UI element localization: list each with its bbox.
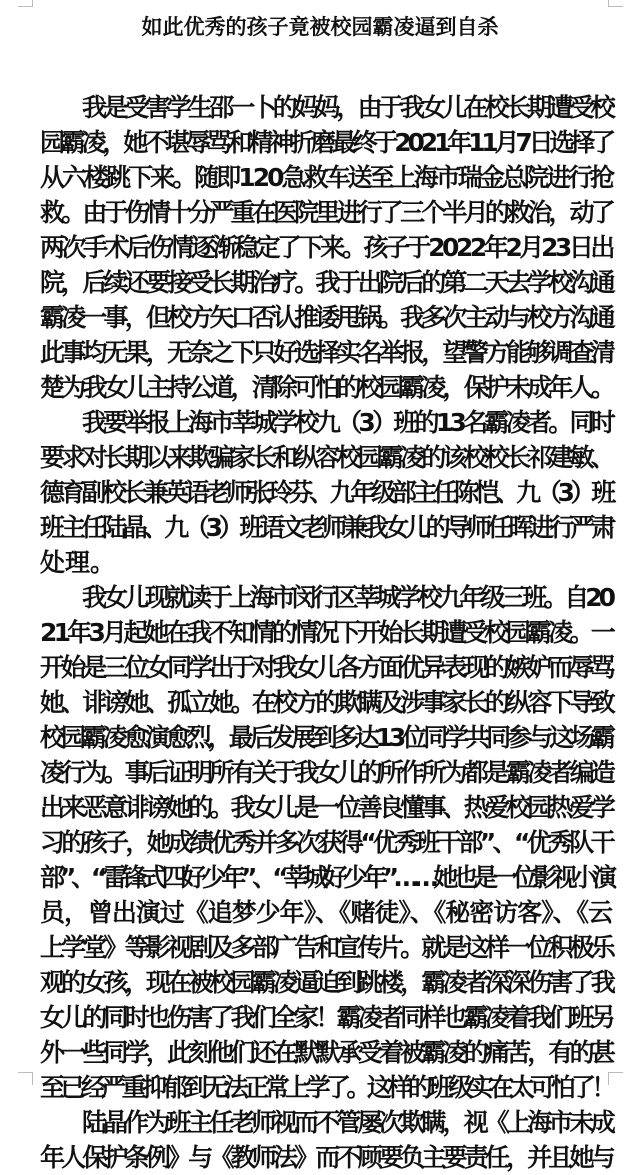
text-line: 救。由于伤情十分严重在医院里进行了三个半月的救治，动了 xyxy=(40,198,612,227)
text-line: 凌行为。事后证明所有关于我女儿的所作所为都是霸凌者编造 xyxy=(40,758,612,787)
text-line: 陆晶作为班主任老师视而不管屡次欺瞒，视《上海市未成 xyxy=(82,1108,612,1137)
text-line: 德育副校长兼英语老师张玲芬、九年级部主任陈恺、九（3）班 xyxy=(40,478,612,507)
text-line: 上学堂》等影视剧及多部广告和宣传片。就是这样一位积极乐 xyxy=(40,933,612,962)
paragraph xyxy=(40,580,612,1105)
text-line: 21年3月起她在我不知情的情况下开始长期遭受校园霸凌。一 xyxy=(40,618,613,647)
text-line: 两次手术后伤情逐渐稳定了下来。孩子于2022年2月23日出 xyxy=(40,233,612,262)
text-line: 开始是三位女同学出于对我女儿各方面优异表现的嫉妒而辱骂 xyxy=(40,653,612,682)
text-line: 院，后续还要接受长期治疗。我于出院后的第二天去学校沟通 xyxy=(40,268,612,297)
text-line: 至已经严重抑郁到无法正常上学了。这样的班级实在太可怕了！ xyxy=(40,1073,612,1102)
text-line: 楚为我女儿主持公道，清除可怕的校园霸凌，保护未成年人。 xyxy=(40,373,612,402)
paragraph xyxy=(40,90,612,405)
text-line: 校园霸凌愈演愈烈，最后发展到多达13位同学共同参与这场霸 xyxy=(40,723,612,752)
text-line: 外一些同学，此刻他们还在默默承受着被霸凌的痛苦，有的甚 xyxy=(40,1038,612,1067)
text-line: 我是受害学生邵一卜的妈妈，由于我女儿在校长期遭受校 xyxy=(82,93,612,122)
text-line: 霸凌一事，但校方矢口否认推诿甩锅。我多次主动与校方沟通 xyxy=(40,303,612,332)
text-line: 要求对长期以来欺骗家长和纵容校园霸凌的该校校长祁建敏、 xyxy=(40,443,612,472)
text-line: 她、诽谤她、孤立她。在校方的欺瞒及涉事家长的纵容下导致 xyxy=(40,688,612,717)
text-line: 习的孩子，她成绩优秀并多次获得“优秀班干部”、“优秀队干 xyxy=(40,828,612,857)
crop-mark-top-left xyxy=(18,0,33,7)
paragraph xyxy=(40,1105,612,1175)
text-line: 我女儿现就读于上海市闵行区莘城学校九年级三班。自20 xyxy=(82,583,612,612)
text-line: 园霸凌，她不堪辱骂和精神折磨最终于2021年11月7日选择了 xyxy=(40,128,612,157)
text-line: 班主任陆晶、九（3）班语文老师兼我女儿的导师任晖进行严肃 xyxy=(40,513,612,542)
text-line: 员，曾出演过《追梦少年》、《赌徒》、《秘密访客》、《云 xyxy=(40,898,612,927)
document-body xyxy=(40,90,612,1175)
text-line: 出来恶意诽谤她的。我女儿是一位善良懂事、热爱校园热爱学 xyxy=(40,793,612,822)
paragraph xyxy=(40,405,612,580)
text-line: 部”、“雷锋式四好少年”、“莘城好少年”……她也是一位影视小演 xyxy=(40,863,612,892)
text-line: 观的女孩，现在被校园霸凌逼迫到跳楼，霸凌者深深伤害了我 xyxy=(40,968,612,997)
text-line: 女儿的同时也伤害了我们全家！霸凌者同样也霸凌着我们班另 xyxy=(40,1003,612,1032)
text-line: 此事均无果，无奈之下只好选择实名举报，望警方能够调查清 xyxy=(40,338,612,367)
crop-mark-top-right xyxy=(608,0,623,7)
text-line: 年人保护条例》与《教师法》而不顾要负主要责任，并且她与 xyxy=(40,1143,612,1172)
text-line: 从六楼跳下来。随即120急救车送至上海市瑞金总院进行抢 xyxy=(40,163,613,192)
document-title: 如此优秀的孩子竟被校园霸凌逼到自杀 xyxy=(141,15,499,39)
text-line: 处理。 xyxy=(40,548,116,577)
crop-mark-bottom-left xyxy=(18,1072,33,1085)
text-line: 我要举报上海市莘城学校九（3）班的13名霸凌者。同时 xyxy=(82,408,612,437)
